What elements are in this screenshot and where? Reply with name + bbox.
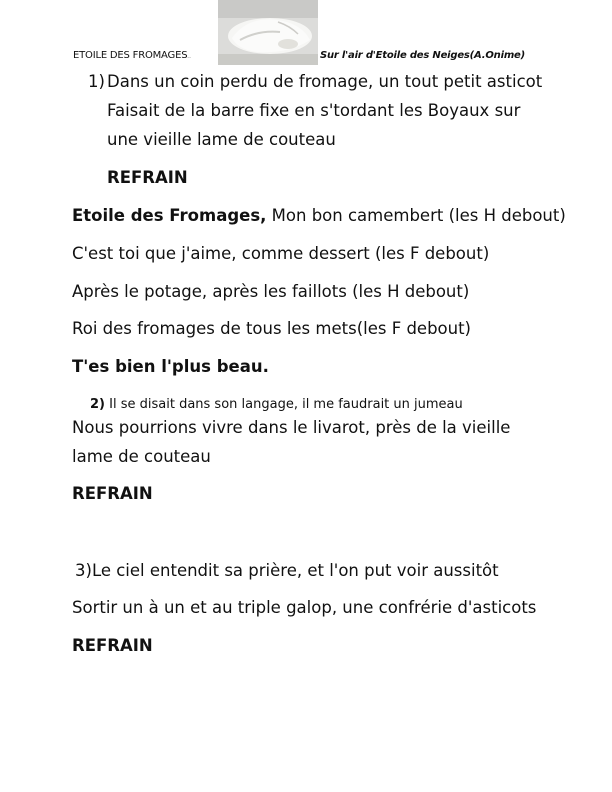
verse2-first-line: [90, 397, 463, 412]
verse3-refrain-label: REFRAIN: [72, 636, 153, 655]
refrain-line-1-rest: Mon bon camembert (les H debout): [266, 206, 566, 225]
refrain-line-1: [72, 206, 566, 225]
refrain-line-1-bold: Etoile des Fromages,: [72, 206, 267, 225]
refrain-line-5: T'es bien l'plus beau.: [72, 357, 269, 376]
verse1-line-3: une vieille lame de couteau: [107, 130, 336, 149]
refrain-line-4: Roi des fromages de tous les mets(les F debout): [72, 319, 471, 338]
header-title-ellipsis: ...: [187, 54, 191, 59]
header-title-text: ETOILE DES FROMAGES: [73, 50, 188, 61]
refrain-line-3: Après le potage, après les faillots (les H debout): [72, 282, 470, 301]
header-title: [73, 50, 191, 61]
cheese-photo-icon: [218, 0, 318, 65]
verse1-line-1: Dans un coin perdu de fromage, un tout petit asticot: [107, 72, 543, 91]
verse2-number: 2): [90, 397, 105, 412]
verse2-line-2: Nous pourrions vivre dans le livarot, près de la vieille: [72, 418, 511, 437]
verse3-line-1: [75, 561, 499, 580]
refrain-line-2: C'est toi que j'aime, comme dessert (les F debout): [72, 244, 490, 263]
verse2-refrain-label: REFRAIN: [72, 484, 153, 503]
verse2-line-3: lame de couteau: [72, 447, 211, 466]
verse1-number: 1): [88, 72, 105, 91]
verse1-line-2: Faisait de la barre fixe en s'tordant les Boyaux sur: [107, 101, 521, 120]
header-tune-note: Sur l'air d'Etoile des Neiges(A.Onime): [320, 50, 525, 61]
verse2-first-line-text: Il se disait dans son langage, il me faudrait un jumeau: [109, 397, 463, 412]
verse1-refrain-label: REFRAIN: [107, 168, 188, 187]
verse3-line-2: Sortir un à un et au triple galop, une confrérie d'asticots: [72, 598, 537, 617]
verse3-number: 3): [75, 561, 92, 580]
verse3-line-1-text: Le ciel entendit sa prière, et l'on put voir aussitôt: [91, 561, 499, 580]
